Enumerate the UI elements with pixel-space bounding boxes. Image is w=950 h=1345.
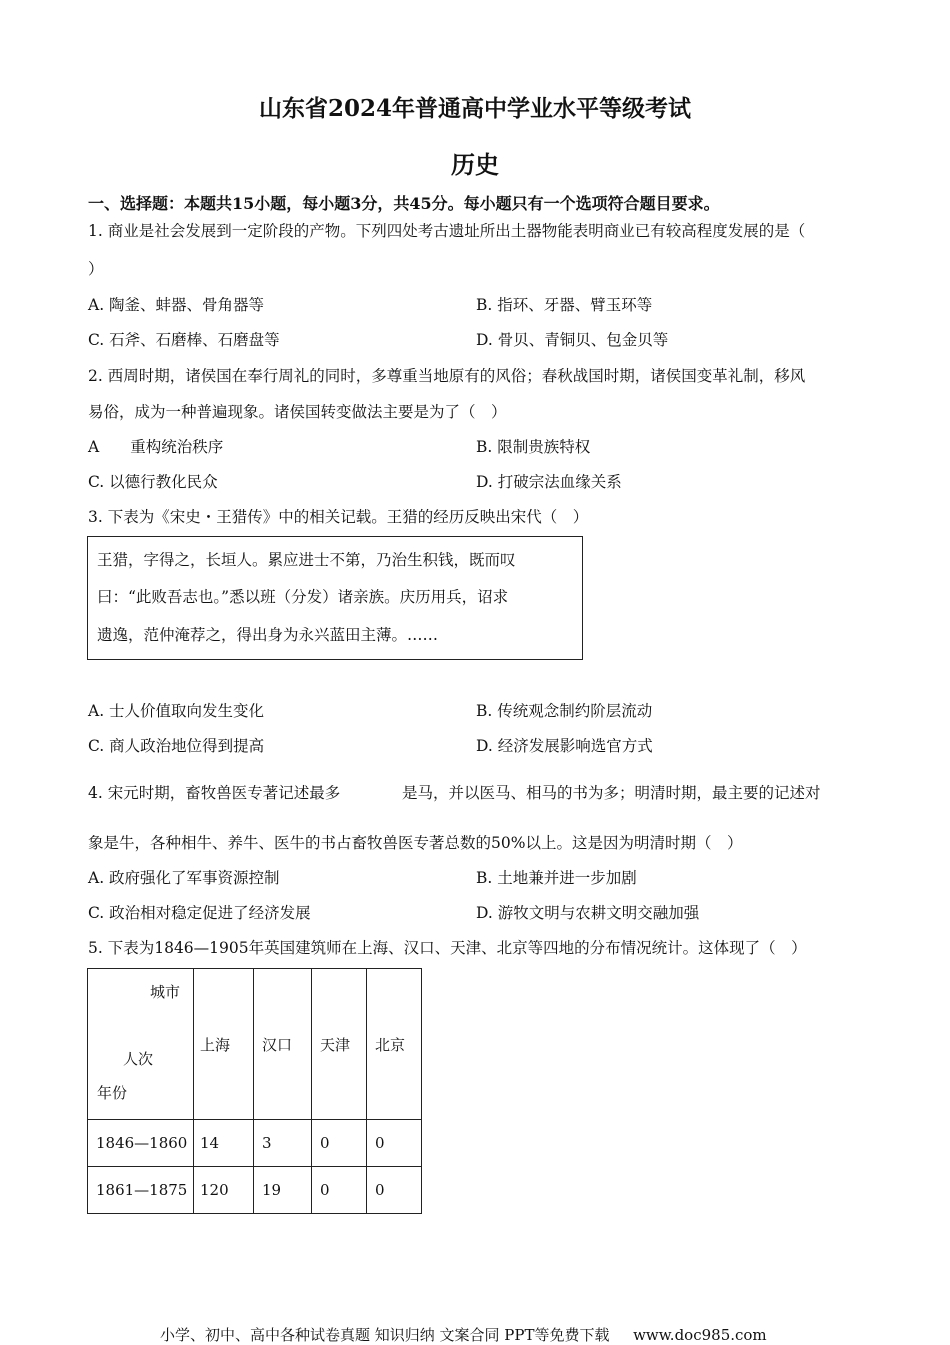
question-5-table: [87, 968, 422, 1214]
table-column-header: 上海: [194, 969, 254, 1120]
header-count-label: 人次: [123, 1050, 154, 1068]
question-3-stem: 3. 下表为《宋史・王猎传》中的相关记载。王猎的经历反映出宋代（ ）: [88, 508, 589, 526]
question-3-option-c: C. 商人政治地位得到提高: [88, 737, 265, 755]
table-cell: 19: [254, 1167, 312, 1214]
question-2-option-b: B. 限制贵族特权: [476, 438, 591, 456]
table-cell: 3: [254, 1120, 312, 1167]
table-column-header: 汉口: [254, 969, 312, 1120]
question-5-stem: 5. 下表为1846—1905年英国建筑师在上海、汉口、天津、北京等四地的分布情况统计。这体现了（ ）: [88, 939, 807, 957]
question-4-stem-line-1a: 4. 宋元时期，畜牧兽医专著记述最多: [88, 784, 341, 802]
table-cell-year: 1861—1875: [88, 1167, 194, 1214]
table-column-header: 天津: [312, 969, 367, 1120]
table-row: [88, 1167, 422, 1214]
question-1-option-a: A. 陶釜、蚌器、骨角器等: [88, 296, 265, 314]
table-column-header: 北京: [367, 969, 422, 1120]
quote-line-2: 曰：“此败吾志也。”悉以班（分发）诸亲族。庆历用兵，诏求: [97, 588, 509, 606]
question-2-option-d: D. 打破宗法血缘关系: [476, 473, 622, 491]
table-cell: 0: [312, 1167, 367, 1214]
question-4-stem-line-1b: 是马，并以医马、相马的书为多；明清时期，最主要的记述对: [402, 784, 821, 802]
footer-text: 小学、初中、高中各种试卷真题 知识归纳 文案合同 PPT等免费下载: [160, 1326, 610, 1344]
table-corner-header: [88, 969, 194, 1120]
table-cell: 14: [194, 1120, 254, 1167]
footer: [160, 1324, 767, 1345]
question-3-option-a: A. 士人价值取向发生变化: [88, 702, 265, 720]
table-header-row: [88, 969, 422, 1120]
exam-title: 山东省2024年普通高中学业水平等级考试: [258, 95, 691, 122]
question-2-stem-line-1: 2. 西周时期，诸侯国在奉行周礼的同时，多尊重当地原有的风俗；春秋战国时期，诸侯国变革礼制，移风: [88, 367, 806, 385]
quote-line-3: 遗逸，范仲淹荐之，得出身为永兴蓝田主薄。……: [97, 626, 439, 644]
question-3-option-b: B. 传统观念制约阶层流动: [476, 702, 653, 720]
question-4-option-d: D. 游牧文明与农耕文明交融加强: [476, 904, 700, 922]
question-4-option-b: B. 土地兼并进一步加剧: [476, 869, 637, 887]
question-3-quote-box: [87, 536, 583, 660]
question-2-option-a: A 重构统治秩序: [88, 438, 224, 456]
question-4-option-a: A. 政府强化了军事资源控制: [88, 869, 280, 887]
question-3-option-d: D. 经济发展影响选官方式: [476, 737, 653, 755]
table-cell: 0: [367, 1120, 422, 1167]
question-2-option-c: C. 以德行教化民众: [88, 473, 218, 491]
table-cell: 120: [194, 1167, 254, 1214]
question-1-option-d: D. 骨贝、青铜贝、包金贝等: [476, 331, 669, 349]
section-heading: 一、选择题：本题共15小题，每小题3分，共45分。每小题只有一个选项符合题目要求。: [88, 194, 720, 213]
table-cell-year: 1846—1860: [88, 1120, 194, 1167]
exam-subject: 历史: [451, 150, 499, 179]
header-year-label: 年份: [97, 1084, 128, 1102]
question-4-stem-line-2: 象是牛，各种相牛、养牛、医牛的书占畜牧兽医专著总数的50%以上。这是因为明清时期（ ）: [88, 834, 743, 852]
header-city-label: 城市: [150, 983, 181, 1001]
table-row: [88, 1120, 422, 1167]
question-1-option-c: C. 石斧、石磨棒、石磨盘等: [88, 331, 280, 349]
footer-url[interactable]: www.doc985.com: [633, 1326, 767, 1344]
question-1-option-b: B. 指环、牙器、臂玉环等: [476, 296, 653, 314]
quote-line-1: 王猎，字得之，长垣人。累应进士不第，乃治生积钱，既而叹: [97, 551, 516, 569]
question-2-stem-line-2: 易俗，成为一种普遍现象。诸侯国转变做法主要是为了（ ）: [88, 403, 507, 421]
question-1-stem-line-1: 1. 商业是社会发展到一定阶段的产物。下列四处考古遗址所出土器物能表明商业已有较高程度发展的是（: [88, 222, 806, 240]
question-4-option-c: C. 政治相对稳定促进了经济发展: [88, 904, 311, 922]
table-cell: 0: [367, 1167, 422, 1214]
question-1-stem-line-2: ）: [88, 260, 104, 278]
table-cell: 0: [312, 1120, 367, 1167]
